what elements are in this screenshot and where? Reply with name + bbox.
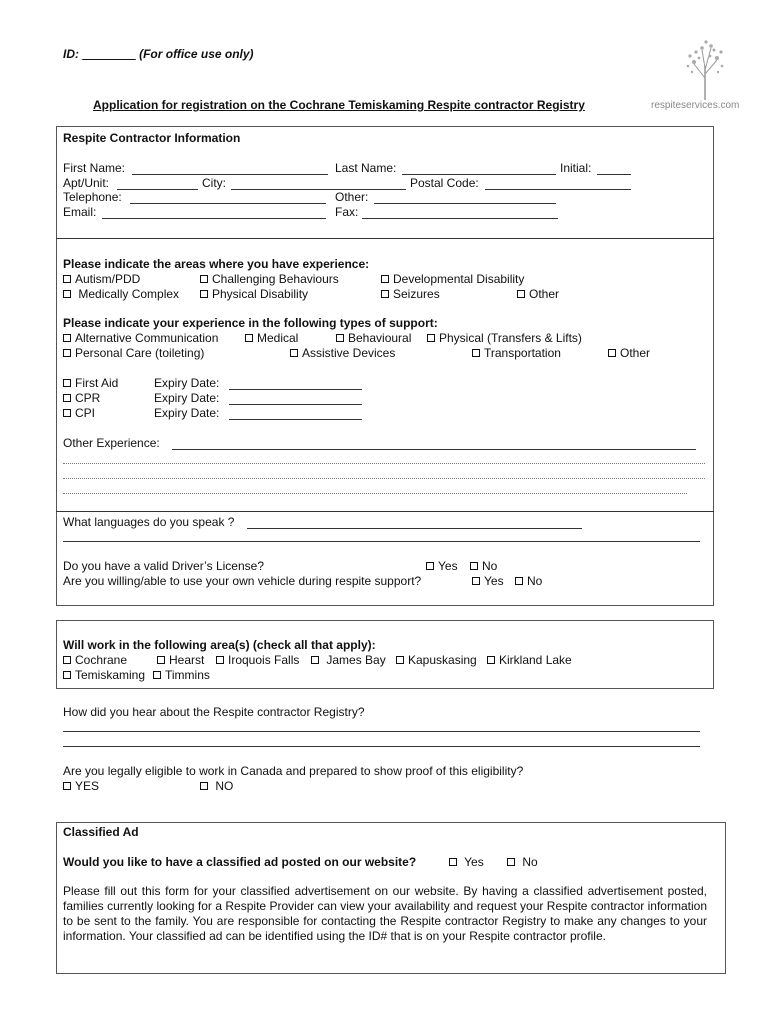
assistive-label: Assistive Devices <box>302 346 396 360</box>
contractor-info-heading: Respite Contractor Information <box>63 131 241 145</box>
expiry-label: Expiry Date: <box>154 406 220 420</box>
checkbox[interactable] <box>507 858 515 866</box>
office-note: (For office use only) <box>139 47 254 61</box>
checkbox[interactable] <box>449 858 457 866</box>
support-heading: Please indicate your experience in the following types of support: <box>63 316 438 330</box>
personal-care-option[interactable] <box>63 346 204 360</box>
temiskaming-option[interactable] <box>63 668 145 682</box>
languages-field[interactable] <box>247 528 582 529</box>
other-experience-line[interactable] <box>63 493 687 494</box>
medical-label: Medical <box>257 331 299 345</box>
eligibility-yes-label: YES <box>75 779 100 793</box>
classified-paragraph: Please fill out this form for your classified advertisement on our website. By having a classified advertisement posted, families currently looking for a Respite Provider can view your availability and request your Respite contractor information to be sent to the family. You are responsible for contacting the Respite contractor Registry to make any changes to your information. Your classified ad can be identified using the ID# that is on your Respite contractor profile. <box>63 884 707 943</box>
kirkland-label: Kirkland Lake <box>499 653 572 667</box>
challenging-label: Challenging Behaviours <box>212 272 339 286</box>
cpr-expiry-field[interactable] <box>229 404 362 405</box>
classified-heading: Classified Ad <box>63 825 139 839</box>
seizures-option[interactable] <box>381 287 440 301</box>
checkbox[interactable] <box>515 577 523 585</box>
developmental-label: Developmental Disability <box>393 272 525 286</box>
classified-no-option[interactable] <box>507 855 538 869</box>
hear-about-line[interactable] <box>63 746 700 747</box>
iroquois-label: Iroquois Falls <box>228 653 300 667</box>
checkbox[interactable] <box>245 334 253 342</box>
medical-option[interactable] <box>245 331 298 345</box>
expiry-label: Expiry Date: <box>154 391 220 405</box>
last-name-label: Last Name: <box>335 161 397 175</box>
experience-other-option[interactable] <box>517 287 559 301</box>
email-label: Email: <box>63 205 97 219</box>
vehicle-yes-label: Yes <box>484 574 504 588</box>
experience-other-label: Other <box>529 287 560 301</box>
tree-logo-icon <box>680 38 730 100</box>
checkbox[interactable] <box>63 394 71 402</box>
kapuskasing-label: Kapuskasing <box>408 653 477 667</box>
alt-comm-option[interactable] <box>63 331 218 345</box>
eligibility-yes-option[interactable] <box>63 779 99 793</box>
license-yes-option[interactable] <box>426 559 458 573</box>
timmins-label: Timmins <box>165 668 210 682</box>
behavioural-label: Behavioural <box>348 331 412 345</box>
james-bay-option[interactable] <box>311 653 386 667</box>
autism-option[interactable] <box>63 272 140 286</box>
alt-comm-label: Alternative Communication <box>75 331 219 345</box>
other-contact-label: Other: <box>335 190 369 204</box>
checkbox[interactable] <box>336 334 344 342</box>
checkbox[interactable] <box>487 656 495 664</box>
checkbox[interactable] <box>63 334 71 342</box>
behavioural-option[interactable] <box>336 331 411 345</box>
license-question: Do you have a valid Driver’s License? <box>63 559 264 573</box>
checkbox[interactable] <box>63 349 71 357</box>
other-experience-label: Other Experience: <box>63 436 160 450</box>
license-no-option[interactable] <box>470 559 497 573</box>
telephone-label: Telephone: <box>63 190 122 204</box>
checkbox[interactable] <box>63 275 71 283</box>
vehicle-no-option[interactable] <box>515 574 542 588</box>
kapuskasing-option[interactable] <box>396 653 477 667</box>
medically-label: Medically Complex <box>78 287 180 301</box>
physical-transfers-label: Physical (Transfers & Lifts) <box>439 331 582 345</box>
hearst-option[interactable] <box>157 653 204 667</box>
assistive-option[interactable] <box>290 346 395 360</box>
checkbox[interactable] <box>311 656 319 664</box>
first-aid-option[interactable] <box>63 376 118 390</box>
checkbox[interactable] <box>63 409 71 417</box>
license-no-label: No <box>482 559 498 573</box>
physical-disability-option[interactable] <box>200 287 308 301</box>
checkbox[interactable] <box>470 562 478 570</box>
other-experience-field[interactable] <box>172 449 696 450</box>
checkbox[interactable] <box>427 334 435 342</box>
support-other-option[interactable] <box>608 346 650 360</box>
apt-unit-label: Apt/Unit: <box>63 176 110 190</box>
cpr-option[interactable] <box>63 391 100 405</box>
logo-text: respiteservices.com <box>651 100 740 111</box>
first-name-field[interactable] <box>132 174 328 175</box>
classified-yes-option[interactable] <box>449 855 484 869</box>
fax-label: Fax: <box>335 205 359 219</box>
checkbox[interactable] <box>63 782 71 790</box>
checkbox[interactable] <box>63 290 71 298</box>
city-label: City: <box>202 176 226 190</box>
checkbox[interactable] <box>63 671 71 679</box>
office-id <box>63 47 254 61</box>
checkbox[interactable] <box>63 379 71 387</box>
id-blank: ________ <box>82 47 136 61</box>
checkbox[interactable] <box>290 349 298 357</box>
license-yes-label: Yes <box>438 559 458 573</box>
id-label: ID: <box>63 47 79 61</box>
checkbox[interactable] <box>381 290 389 298</box>
support-other-label: Other <box>620 346 651 360</box>
iroquois-option[interactable] <box>216 653 299 667</box>
eligibility-question: Are you legally eligible to work in Canada and prepared to show proof of this eligibility? <box>63 764 524 778</box>
vehicle-no-label: No <box>527 574 543 588</box>
last-name-field[interactable] <box>402 174 556 175</box>
checkbox[interactable] <box>472 577 480 585</box>
checkbox[interactable] <box>200 290 208 298</box>
timmins-option[interactable] <box>153 668 210 682</box>
james-bay-label: James Bay <box>326 653 386 667</box>
hear-about-question: How did you hear about the Respite contractor Registry? <box>63 705 365 719</box>
checkbox[interactable] <box>381 275 389 283</box>
physical-disability-label: Physical Disability <box>212 287 309 301</box>
transportation-option[interactable] <box>472 346 561 360</box>
areas-heading: Will work in the following area(s) (check all that apply): <box>63 638 376 652</box>
checkbox[interactable] <box>157 656 165 664</box>
medically-option[interactable] <box>63 287 179 301</box>
cpr-label: CPR <box>75 391 101 405</box>
cpi-option[interactable] <box>63 406 95 420</box>
postal-code-field[interactable] <box>485 189 631 190</box>
first-aid-label: First Aid <box>75 376 119 390</box>
temiskaming-label: Temiskaming <box>75 668 146 682</box>
classified-no-label: No <box>522 855 538 869</box>
experience-heading: Please indicate the areas where you have experience: <box>63 257 370 271</box>
checkbox[interactable] <box>608 349 616 357</box>
email-field[interactable] <box>102 218 326 219</box>
city-field[interactable] <box>231 189 406 190</box>
checkbox[interactable] <box>63 656 71 664</box>
main-form-box <box>56 126 714 606</box>
checkbox[interactable] <box>200 782 208 790</box>
other-experience-line[interactable] <box>63 478 705 479</box>
telephone-field[interactable] <box>130 203 326 204</box>
eligibility-no-label: NO <box>215 779 234 793</box>
page-title: Application for registration on the Cochrane Temiskaming Respite contractor Registry <box>93 98 585 112</box>
hear-about-line[interactable] <box>63 731 700 732</box>
apt-unit-field[interactable] <box>117 189 198 190</box>
checkbox[interactable] <box>472 349 480 357</box>
personal-care-label: Personal Care (toileting) <box>75 346 205 360</box>
classified-yes-label: Yes <box>464 855 484 869</box>
cochrane-option[interactable] <box>63 653 127 667</box>
checkbox[interactable] <box>200 275 208 283</box>
checkbox[interactable] <box>396 656 404 664</box>
eligibility-no-option[interactable] <box>200 779 233 793</box>
challenging-option[interactable] <box>200 272 339 286</box>
initial-field[interactable] <box>597 174 631 175</box>
physical-transfers-option[interactable] <box>427 331 582 345</box>
other-experience-line[interactable] <box>63 463 705 464</box>
cochrane-label: Cochrane <box>75 653 128 667</box>
checkbox[interactable] <box>517 290 525 298</box>
checkbox[interactable] <box>153 671 161 679</box>
checkbox[interactable] <box>216 656 224 664</box>
checkbox[interactable] <box>426 562 434 570</box>
cpi-expiry-field[interactable] <box>229 419 362 420</box>
autism-label: Autism/PDD <box>75 272 141 286</box>
languages-line[interactable] <box>63 541 700 542</box>
vehicle-question: Are you willing/able to use your own vehicle during respite support? <box>63 574 422 588</box>
section-divider <box>56 511 714 512</box>
other-contact-field[interactable] <box>374 203 556 204</box>
postal-code-label: Postal Code: <box>410 176 479 190</box>
developmental-option[interactable] <box>381 272 524 286</box>
classified-question: Would you like to have a classified ad posted on our website? <box>63 855 417 869</box>
cpi-label: CPI <box>75 406 96 420</box>
first-name-label: First Name: <box>63 161 126 175</box>
kirkland-option[interactable] <box>487 653 572 667</box>
hearst-label: Hearst <box>169 653 205 667</box>
expiry-label: Expiry Date: <box>154 376 220 390</box>
languages-question: What languages do you speak ? <box>63 515 235 529</box>
first-aid-expiry-field[interactable] <box>229 389 362 390</box>
seizures-label: Seizures <box>393 287 440 301</box>
section-divider <box>56 238 714 239</box>
fax-field[interactable] <box>362 218 558 219</box>
vehicle-yes-option[interactable] <box>472 574 504 588</box>
transportation-label: Transportation <box>484 346 561 360</box>
initial-label: Initial: <box>560 161 592 175</box>
